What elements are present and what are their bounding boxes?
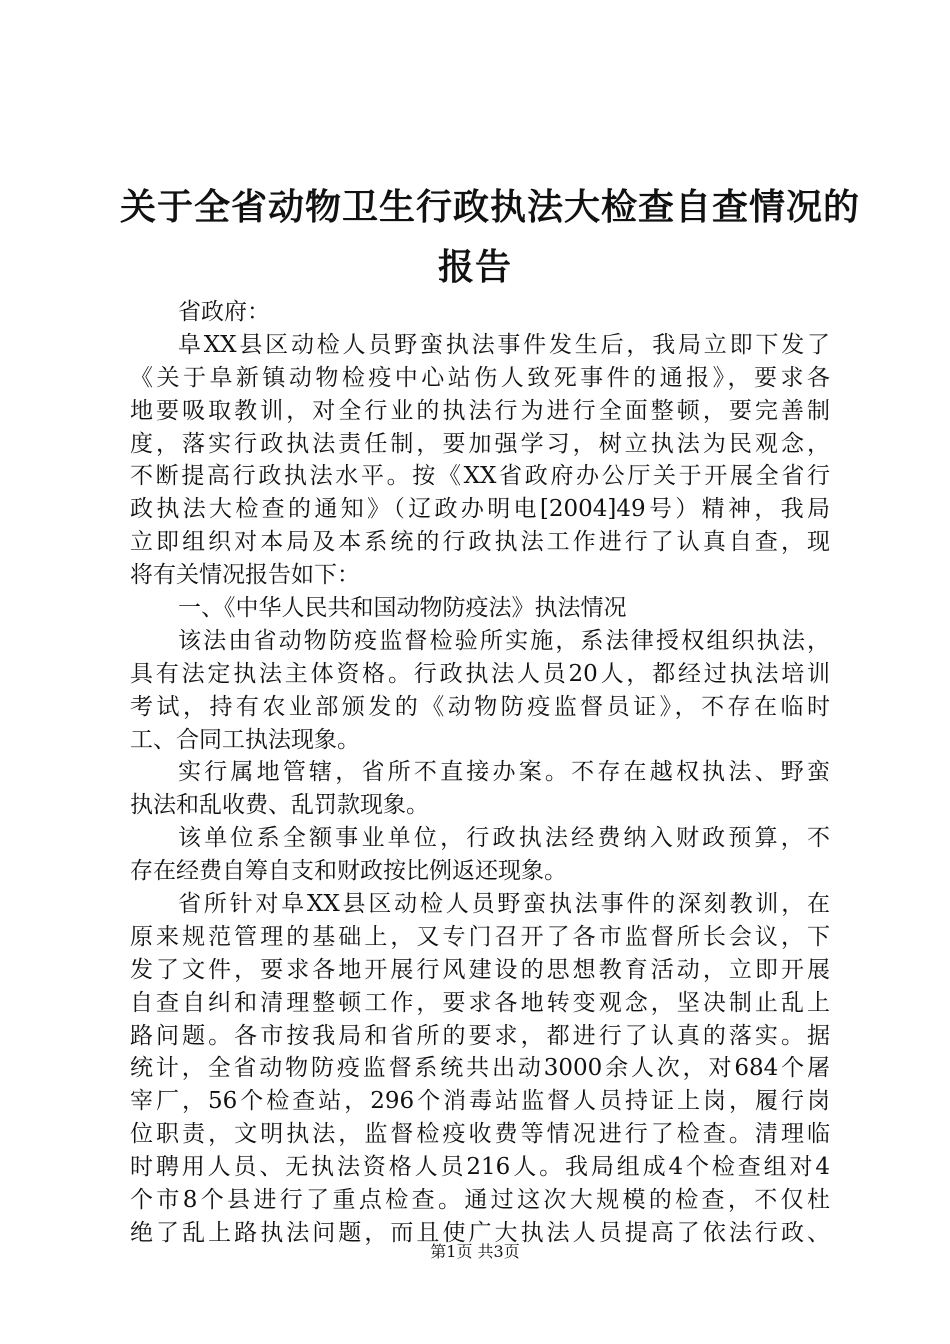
text-line: 该法由省动物防疫监督检验所实施，系法律授权组织执法， [178,627,830,654]
document-title-line-1: 关于全省动物卫生行政执法大检查自查情况的 [120,187,861,228]
text-line: 时聘用人员、无执法资格人员216人。我局组成4个检查组对4 [130,1154,830,1181]
text-line: 该单位系全额事业单位，行政执法经费纳入财政预算，不 [178,825,830,852]
text-line: 发了文件，要求各地开展行风建设的思想教育活动，立即开展 [130,956,830,983]
text-line: 不断提高行政执法水平。按《XX省政府办公厅关于开展全省行 [130,463,830,490]
text-line: 立即组织对本局及本系统的行政执法工作进行了认真自查，现 [130,529,830,556]
text-line: 地要吸取教训，对全行业的执法行为进行全面整顿，要完善制 [130,397,830,424]
text-line: 自查自纠和清理整顿工作，要求各地转变观念，坚决制止乱上 [130,989,830,1016]
text-line: 阜XX县区动检人员野蛮执法事件发生后，我局立即下发了 [178,331,830,358]
text-line: 《关于阜新镇动物检疫中心站伤人致死事件的通报》，要求各 [130,364,830,391]
text-line: 将有关情况报告如下： [130,562,360,589]
text-line: 具有法定执法主体资格。行政执法人员20人，都经过执法培训 [130,660,830,687]
text-line: 工、合同工执法现象。 [130,726,360,753]
text-line: 路问题。各市按我局和省所的要求，都进行了认真的落实。据 [130,1022,830,1049]
text-line: 执法和乱收费、乱罚款现象。 [130,792,429,819]
text-line: 一、《中华人民共和国动物防疫法》执法情况 [178,595,627,622]
text-line: 政执法大检查的通知》（辽政办明电[2004]49号）精神，我局 [130,496,830,523]
text-line: 宰厂，56个检查站，296个消毒站监督人员持证上岗，履行岗 [130,1088,830,1115]
text-line: 度，落实行政执法责任制，要加强学习，树立执法为民观念， [130,430,830,457]
text-line: 省政府： [178,299,270,325]
text-line: 省所针对阜XX县区动检人员野蛮执法事件的深刻教训，在 [178,891,830,918]
page-footer: 第1页 共3页 [430,1242,520,1261]
text-line: 存在经费自筹自支和财政按比例返还现象。 [130,858,567,885]
document-title-line-2: 报告 [437,247,512,288]
text-line: 原来规范管理的基础上，又专门召开了各市监督所长会议，下 [130,923,830,950]
document-body [130,296,830,1250]
text-line: 绝了乱上路执法问题，而且使广大执法人员提高了依法行政、 [130,1219,830,1246]
text-line: 统计，全省动物防疫监督系统共出动3000余人次，对684个屠 [130,1055,830,1082]
text-line: 考试，持有农业部颁发的《动物防疫监督员证》，不存在临时 [130,693,830,720]
text-line: 实行属地管辖，省所不直接办案。不存在越权执法、野蛮 [178,759,830,786]
text-line: 个市8个县进行了重点检查。通过这次大规模的检查，不仅杜 [130,1187,830,1214]
text-line: 位职责，文明执法，监督检疫收费等情况进行了检查。清理临 [130,1121,830,1148]
